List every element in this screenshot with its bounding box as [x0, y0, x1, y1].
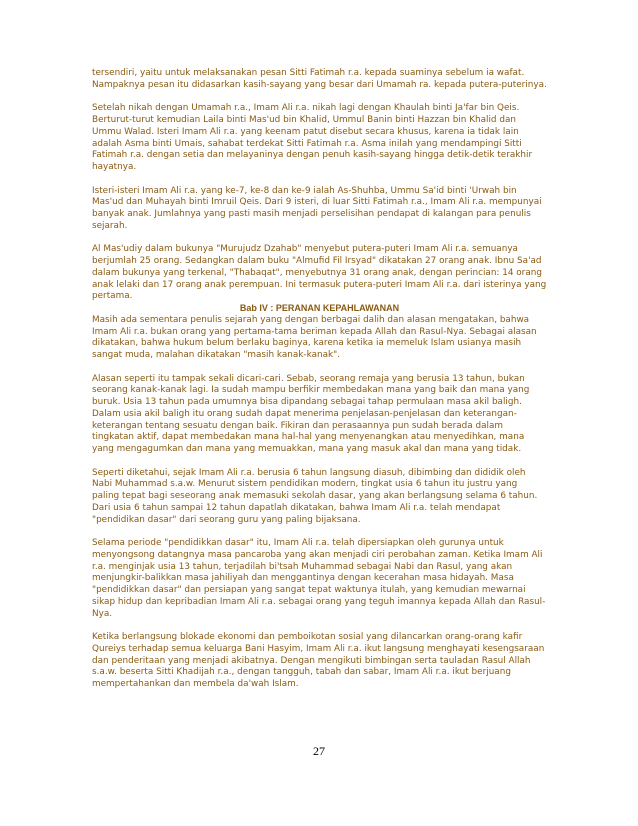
page-content	[92, 68, 547, 691]
paragraph: Selama periode "pendidikkan dasar" itu, Imam Ali r.a. telah dipersiapkan oleh gurunya untuk menyongsong datangnya masa pancaroba yang akan menjadi ciri perobahan zaman. Ketika Imam Ali r.a. menginjak usia 13 tahun, terjadilah bi'tsah Muhammad sebagai Nabi dan Rasul, yang akan menjungkir-balikkan masa jahiliyah dan menggantinya dengan kecerahan masa hidayah. Masa "pendidikkan dasar" dan persiapan yang sangat tepat waktunya itulah, yang kemudian mewarnai sikap hidup dan kepribadian Imam Ali r.a. sebagai orang yang teguh imannya kepada Allah dan Rasul-Nya.	[92, 538, 546, 619]
paragraph: Isteri-isteri Imam Ali r.a. yang ke-7, ke-8 dan ke-9 ialah As-Shuhba, Ummu Sa'id binti 'Urwah bin Mas'ud dan Muhayah binti Imruil Qeis. Dari 9 isteri, di luar Sitti Fatimah r.a., Imam Ali r.a. mempunyai banyak anak. Jumlahnya yang pasti masih menjadi perselisihan pendapat di kalangan para penulis sejarah.	[92, 185, 542, 231]
paragraph: Setelah nikah dengan Umamah r.a., Imam Ali r.a. nikah lagi dengan Khaulah binti Ja'far bin Qeis. Berturut-turut kemudian Laila binti Mas'ud bin Khalid, Ummul Banin binti Hazzan bin Khalid dan Ummu Walad. Isteri Imam Ali r.a. yang keenam patut disebut secara khusus, karena ia tidak lain adalah Asma binti Umais, sahabat terdekat Sitti Fatimah r.a. Asma inilah yang mendampingi Sitti Fatimah r.a. dengan setia dan melayaninya dengan penuh kasih-sayang hingga detik-detik terakhir hayatnya.	[92, 103, 533, 172]
page-number: 27	[313, 744, 325, 758]
paragraph: Ketika berlangsung blokade ekonomi dan pemboikotan sosial yang dilancarkan orang-orang kafir Qureiys terhadap semua keluarga Bani Hasyim, Imam Ali r.a. ikut langsung menghayati kesengsaraan dan penderitaan yang menjadi akibatnya. Dengan mengikuti bimbingan serta tauladan Rasul Allah s.a.w. beserta Sitti Khadijah r.a., dengan tangguh, tabah dan sabar, Imam Ali r.a. ikut berjuang mempertahankan dan membela da'wah Islam.	[92, 632, 545, 689]
paragraph: tersendiri, yaitu untuk melaksanakan pesan Sitti Fatimah r.a. kepada suaminya sebelum ia wafat. Nampaknya pesan itu didasarkan kasih-sayang yang besar dari Umamah ra. kepada putera-puterinya.	[92, 68, 547, 90]
paragraph: Seperti diketahui, sejak Imam Ali r.a. berusia 6 tahun langsung diasuh, dibimbing dan dididik oleh Nabi Muhammad s.a.w. Menurut sistem pendidikan modern, tingkat usia 6 tahun itu justru yang paling tepat bagi seseorang anak memasuki sekolah dasar, yang akan berlangsung selama 6 tahun. Dari usia 6 tahun sampai 12 tahun dapatlah dikatakan, bahwa Imam Ali r.a. telah mendapat "pendidikan dasar" dari seorang guru yang paling bijaksana.	[92, 467, 538, 525]
paragraph: Masih ada sementara penulis sejarah yang dengan berbagai dalih dan alasan mengatakan, bahwa Imam Ali r.a. bukan orang yang pertama-tama beriman kepada Allah dan Rasul-Nya. Sebagai alasan dikatakan, bahwa hukum belum berlaku baginya, karena ketika ia memeluk Islam usianya masih sangat muda, malahan dikatakan "masih kanak-kanak".	[92, 314, 537, 360]
section-heading: Bab IV : PERANAN KEPAHLAWANAN	[239, 303, 400, 313]
paragraph: Alasan seperti itu tampak sekali dicari-cari. Sebab, seorang remaja yang berusia 13 tahun, bukan seorang kanak-kanak lagi. Ia sudah mampu berfikir membedakan mana yang baik dan mana yang buruk. Usia 13 tahun pada umumnya bisa dipandang sebagai tahap permulaan masa akil baligh. Dalam usia akil baligh itu orang sudah dapat menerima penjelasan-penjelasan dan keterangan-keterangan tentang sesuatu dengan baik. Fikiran dan perasaannya pun sudah berada dalam tingkatan aktif, dapat membedakan mana hal-hal yang menyenangkan atau menyedihkan, mana yang mengagumkan dan mana yang memuakkan, mana yang masuk akal dan mana yang tidak.	[92, 373, 530, 454]
paragraph: Al Mas'udiy dalam bukunya "Murujudz Dzahab" menyebut putera-puteri Imam Ali r.a. semuanya berjumlah 25 orang. Sedangkan dalam buku "Almufid Fil Irsyad" dikatakan 27 orang anak. Ibnu Sa'ad dalam bukunya yang terkenal, "Thabaqat", menyebutnya 31 orang anak, dengan perincian: 14 orang anak lelaki dan 17 orang anak perempuan. Ini termasuk putera-puteri Imam Ali r.a. dari isterinya yang pertama.	[92, 244, 547, 302]
